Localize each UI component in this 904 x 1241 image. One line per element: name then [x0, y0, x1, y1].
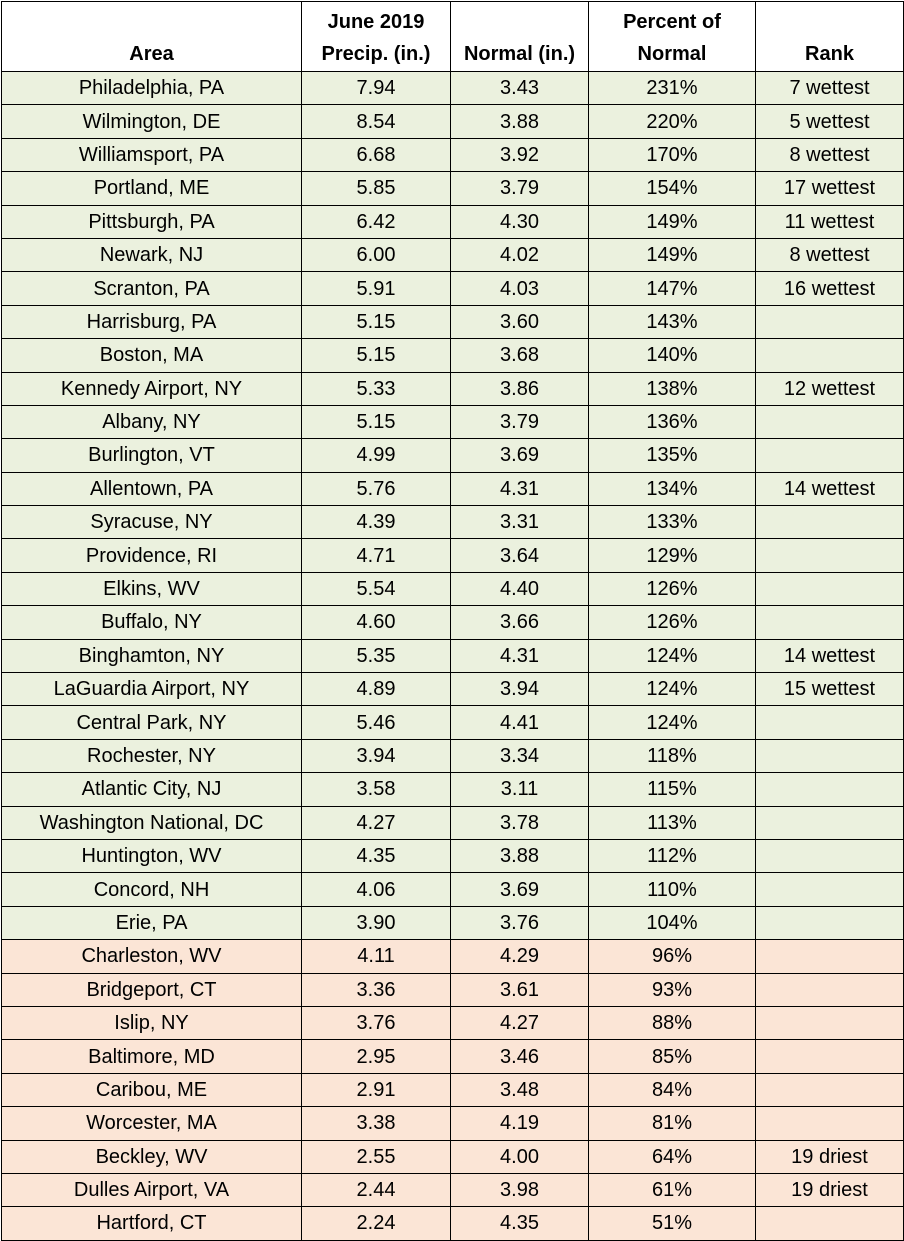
cell-precip: 3.58 [302, 773, 451, 806]
cell-rank [756, 1207, 904, 1240]
cell-percent: 129% [589, 539, 756, 572]
cell-normal: 3.79 [451, 172, 589, 205]
cell-normal: 3.88 [451, 839, 589, 872]
table-row [2, 539, 904, 572]
cell-rank [756, 539, 904, 572]
table-row [2, 439, 904, 472]
cell-precip: 5.76 [302, 472, 451, 505]
cell-area: Erie, PA [2, 906, 302, 939]
cell-rank [756, 506, 904, 539]
cell-percent: 231% [589, 72, 756, 105]
table-row [2, 205, 904, 238]
header-precip [302, 2, 451, 72]
cell-precip: 4.60 [302, 606, 451, 639]
cell-percent: 104% [589, 906, 756, 939]
cell-percent: 124% [589, 706, 756, 739]
table-row [2, 339, 904, 372]
cell-percent: 134% [589, 472, 756, 505]
table-row [2, 172, 904, 205]
table-row [2, 506, 904, 539]
cell-precip: 6.68 [302, 138, 451, 171]
cell-normal: 3.94 [451, 673, 589, 706]
cell-normal: 4.19 [451, 1107, 589, 1140]
cell-area: Elkins, WV [2, 572, 302, 605]
cell-area: Williamsport, PA [2, 138, 302, 171]
cell-rank [756, 572, 904, 605]
cell-precip: 5.15 [302, 405, 451, 438]
cell-area: Concord, NH [2, 873, 302, 906]
table-row [2, 606, 904, 639]
table-row [2, 1207, 904, 1240]
cell-normal: 4.02 [451, 238, 589, 271]
cell-area: Portland, ME [2, 172, 302, 205]
cell-rank [756, 405, 904, 438]
cell-precip: 2.44 [302, 1173, 451, 1206]
cell-rank [756, 1073, 904, 1106]
cell-area: Buffalo, NY [2, 606, 302, 639]
cell-rank [756, 940, 904, 973]
table-row [2, 372, 904, 405]
cell-precip: 7.94 [302, 72, 451, 105]
cell-normal: 3.46 [451, 1040, 589, 1073]
table-row [2, 1107, 904, 1140]
table-row [2, 1040, 904, 1073]
cell-area: Scranton, PA [2, 272, 302, 305]
cell-precip: 5.15 [302, 339, 451, 372]
cell-rank [756, 706, 904, 739]
cell-normal: 3.92 [451, 138, 589, 171]
cell-normal: 4.03 [451, 272, 589, 305]
cell-area: Philadelphia, PA [2, 72, 302, 105]
cell-precip: 4.06 [302, 873, 451, 906]
cell-rank [756, 773, 904, 806]
cell-area: Worcester, MA [2, 1107, 302, 1140]
cell-normal: 3.69 [451, 873, 589, 906]
header-normal-label: Normal (in.) [463, 43, 576, 65]
cell-area: Huntington, WV [2, 839, 302, 872]
cell-percent: 51% [589, 1207, 756, 1240]
cell-normal: 4.30 [451, 205, 589, 238]
cell-percent: 143% [589, 305, 756, 338]
cell-precip: 5.35 [302, 639, 451, 672]
cell-area: Harrisburg, PA [2, 305, 302, 338]
cell-rank: 8 wettest [756, 138, 904, 171]
cell-area: Charleston, WV [2, 940, 302, 973]
header-percent-line1: Percent of [623, 11, 721, 33]
cell-rank [756, 839, 904, 872]
cell-precip: 2.24 [302, 1207, 451, 1240]
cell-normal: 3.76 [451, 906, 589, 939]
cell-normal: 3.78 [451, 806, 589, 839]
cell-normal: 3.31 [451, 506, 589, 539]
cell-rank: 12 wettest [756, 372, 904, 405]
table-row [2, 305, 904, 338]
cell-percent: 140% [589, 339, 756, 372]
cell-rank [756, 439, 904, 472]
cell-percent: 112% [589, 839, 756, 872]
table-row [2, 105, 904, 138]
table-row [2, 138, 904, 171]
cell-percent: 154% [589, 172, 756, 205]
table-row [2, 1140, 904, 1173]
table-row [2, 272, 904, 305]
table-row [2, 906, 904, 939]
header-rank [756, 2, 904, 72]
cell-rank [756, 906, 904, 939]
cell-rank: 16 wettest [756, 272, 904, 305]
cell-percent: 136% [589, 405, 756, 438]
table-row [2, 1006, 904, 1039]
cell-percent: 115% [589, 773, 756, 806]
cell-normal: 3.86 [451, 372, 589, 405]
cell-rank [756, 305, 904, 338]
cell-rank [756, 339, 904, 372]
cell-normal: 3.61 [451, 973, 589, 1006]
cell-percent: 88% [589, 1006, 756, 1039]
cell-normal: 4.35 [451, 1207, 589, 1240]
cell-area: Hartford, CT [2, 1207, 302, 1240]
cell-rank: 11 wettest [756, 205, 904, 238]
cell-normal: 3.66 [451, 606, 589, 639]
cell-normal: 3.11 [451, 773, 589, 806]
cell-precip: 4.89 [302, 673, 451, 706]
table-row [2, 405, 904, 438]
cell-percent: 149% [589, 238, 756, 271]
cell-precip: 3.38 [302, 1107, 451, 1140]
cell-area: Washington National, DC [2, 806, 302, 839]
cell-area: Baltimore, MD [2, 1040, 302, 1073]
cell-area: Beckley, WV [2, 1140, 302, 1173]
cell-area: Pittsburgh, PA [2, 205, 302, 238]
table-row [2, 773, 904, 806]
cell-precip: 6.42 [302, 205, 451, 238]
cell-normal: 3.98 [451, 1173, 589, 1206]
header-row [2, 2, 904, 72]
cell-percent: 110% [589, 873, 756, 906]
cell-precip: 4.11 [302, 940, 451, 973]
table-row [2, 572, 904, 605]
cell-rank [756, 1107, 904, 1140]
cell-area: Kennedy Airport, NY [2, 372, 302, 405]
cell-rank [756, 973, 904, 1006]
table-row [2, 238, 904, 271]
cell-rank [756, 606, 904, 639]
table-row [2, 873, 904, 906]
cell-percent: 93% [589, 973, 756, 1006]
cell-normal: 4.29 [451, 940, 589, 973]
cell-normal: 3.88 [451, 105, 589, 138]
cell-area: Burlington, VT [2, 439, 302, 472]
cell-percent: 138% [589, 372, 756, 405]
cell-percent: 170% [589, 138, 756, 171]
cell-percent: 124% [589, 639, 756, 672]
cell-area: Albany, NY [2, 405, 302, 438]
cell-area: Islip, NY [2, 1006, 302, 1039]
cell-precip: 3.76 [302, 1006, 451, 1039]
table-body [2, 72, 904, 1241]
cell-rank [756, 873, 904, 906]
cell-normal: 3.48 [451, 1073, 589, 1106]
cell-precip: 5.15 [302, 305, 451, 338]
cell-precip: 5.46 [302, 706, 451, 739]
header-area [2, 2, 302, 72]
precip-table [1, 1, 904, 1241]
cell-normal: 3.64 [451, 539, 589, 572]
cell-area: Syracuse, NY [2, 506, 302, 539]
cell-area: Dulles Airport, VA [2, 1173, 302, 1206]
cell-rank [756, 1006, 904, 1039]
header-percent-line2: Normal [637, 43, 707, 65]
cell-area: Allentown, PA [2, 472, 302, 505]
cell-percent: 135% [589, 439, 756, 472]
cell-percent: 85% [589, 1040, 756, 1073]
cell-rank: 8 wettest [756, 238, 904, 271]
cell-rank: 5 wettest [756, 105, 904, 138]
table-row [2, 72, 904, 105]
cell-normal: 4.31 [451, 639, 589, 672]
cell-rank: 15 wettest [756, 673, 904, 706]
cell-rank: 14 wettest [756, 472, 904, 505]
cell-percent: 113% [589, 806, 756, 839]
cell-percent: 220% [589, 105, 756, 138]
header-precip-line1: June 2019 [327, 11, 425, 33]
cell-area: Atlantic City, NJ [2, 773, 302, 806]
cell-percent: 147% [589, 272, 756, 305]
table-row [2, 639, 904, 672]
cell-precip: 5.54 [302, 572, 451, 605]
table-row [2, 739, 904, 772]
cell-precip: 2.95 [302, 1040, 451, 1073]
cell-area: Wilmington, DE [2, 105, 302, 138]
cell-rank: 19 driest [756, 1140, 904, 1173]
cell-percent: 133% [589, 506, 756, 539]
cell-area: Caribou, ME [2, 1073, 302, 1106]
cell-area: Bridgeport, CT [2, 973, 302, 1006]
cell-rank [756, 1040, 904, 1073]
cell-precip: 4.27 [302, 806, 451, 839]
table-row [2, 472, 904, 505]
cell-percent: 126% [589, 606, 756, 639]
cell-precip: 4.35 [302, 839, 451, 872]
cell-precip: 4.71 [302, 539, 451, 572]
cell-precip: 2.55 [302, 1140, 451, 1173]
table-row [2, 706, 904, 739]
cell-area: LaGuardia Airport, NY [2, 673, 302, 706]
cell-precip: 2.91 [302, 1073, 451, 1106]
cell-percent: 126% [589, 572, 756, 605]
cell-precip: 5.85 [302, 172, 451, 205]
cell-precip: 5.91 [302, 272, 451, 305]
cell-precip: 4.39 [302, 506, 451, 539]
cell-percent: 118% [589, 739, 756, 772]
cell-normal: 4.31 [451, 472, 589, 505]
cell-rank: 17 wettest [756, 172, 904, 205]
table-row [2, 806, 904, 839]
cell-percent: 84% [589, 1073, 756, 1106]
cell-percent: 61% [589, 1173, 756, 1206]
cell-area: Rochester, NY [2, 739, 302, 772]
cell-precip: 8.54 [302, 105, 451, 138]
cell-normal: 4.40 [451, 572, 589, 605]
cell-normal: 4.00 [451, 1140, 589, 1173]
cell-precip: 5.33 [302, 372, 451, 405]
cell-area: Boston, MA [2, 339, 302, 372]
cell-precip: 4.99 [302, 439, 451, 472]
cell-precip: 3.36 [302, 973, 451, 1006]
table-row [2, 1073, 904, 1106]
cell-rank: 19 driest [756, 1173, 904, 1206]
header-area-label: Area [129, 43, 174, 65]
cell-percent: 149% [589, 205, 756, 238]
cell-rank: 7 wettest [756, 72, 904, 105]
cell-normal: 3.79 [451, 405, 589, 438]
table-row [2, 1173, 904, 1206]
header-rank-label: Rank [805, 43, 854, 65]
cell-rank: 14 wettest [756, 639, 904, 672]
cell-precip: 6.00 [302, 238, 451, 271]
cell-normal: 3.68 [451, 339, 589, 372]
cell-normal: 4.41 [451, 706, 589, 739]
table-row [2, 673, 904, 706]
cell-area: Newark, NJ [2, 238, 302, 271]
table-row [2, 973, 904, 1006]
cell-area: Central Park, NY [2, 706, 302, 739]
table-row [2, 940, 904, 973]
cell-percent: 64% [589, 1140, 756, 1173]
cell-area: Providence, RI [2, 539, 302, 572]
cell-normal: 3.34 [451, 739, 589, 772]
cell-normal: 4.27 [451, 1006, 589, 1039]
cell-percent: 124% [589, 673, 756, 706]
header-normal [451, 2, 589, 72]
header-percent [589, 2, 756, 72]
cell-percent: 96% [589, 940, 756, 973]
cell-percent: 81% [589, 1107, 756, 1140]
cell-precip: 3.90 [302, 906, 451, 939]
cell-area: Binghamton, NY [2, 639, 302, 672]
cell-normal: 3.69 [451, 439, 589, 472]
cell-precip: 3.94 [302, 739, 451, 772]
table-row [2, 839, 904, 872]
cell-rank [756, 739, 904, 772]
cell-rank [756, 806, 904, 839]
cell-normal: 3.43 [451, 72, 589, 105]
cell-normal: 3.60 [451, 305, 589, 338]
header-precip-line2: Precip. (in.) [321, 43, 431, 65]
